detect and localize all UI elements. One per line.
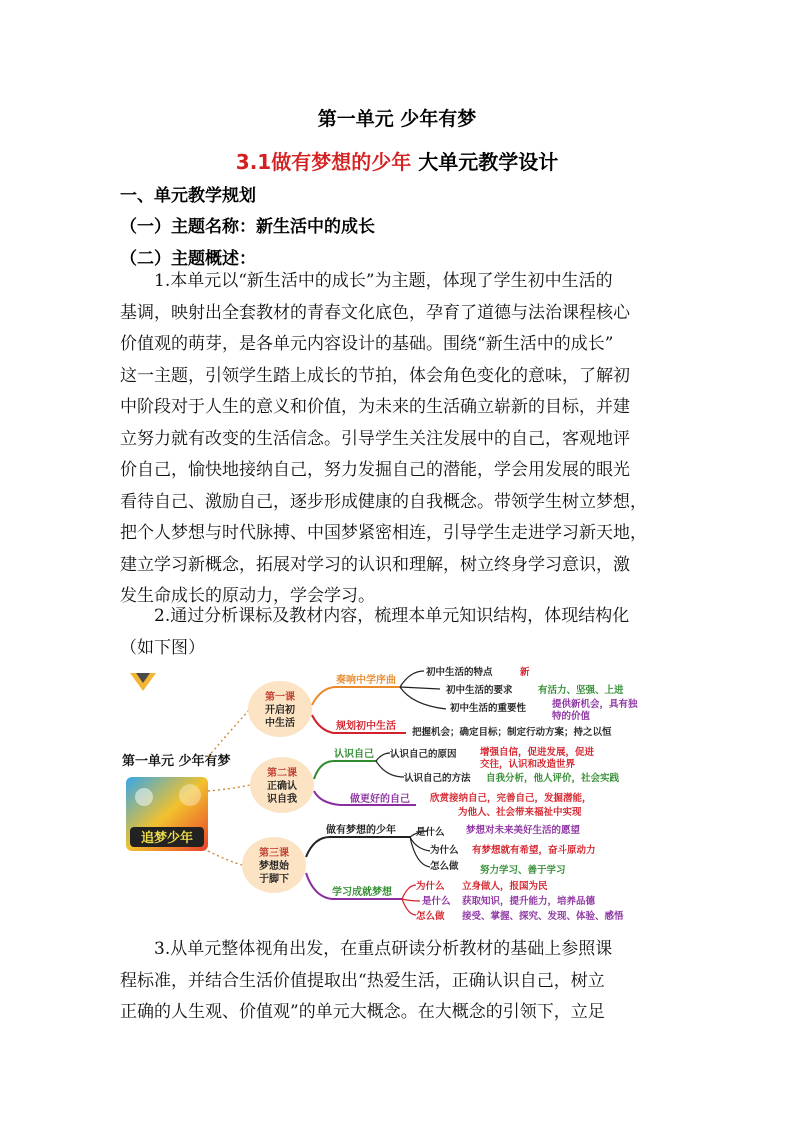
lesson-title-black: 大单元教学设计 xyxy=(418,150,559,174)
paragraph-line: 中阶段对于人生的意义和价值，为未来的生活确立崭新的目标，并建 xyxy=(120,397,630,417)
section-heading-2: （一）主题名称：新生活中的成长 xyxy=(120,217,375,237)
svg-text:梦想始: 梦想始 xyxy=(259,861,289,872)
svg-text:初中生活的要求: 初中生活的要求 xyxy=(446,685,513,696)
svg-text:怎么做: 怎么做 xyxy=(416,911,445,922)
paragraph-line: 2.通过分析课标及教材内容，梳理本单元知识结构，体现结构化 xyxy=(154,606,630,626)
svg-text:自我分析，他人评价，社会实践: 自我分析，他人评价，社会实践 xyxy=(486,773,620,784)
svg-text:为什么: 为什么 xyxy=(416,881,445,892)
svg-text:欣赏接纳自己，完善自己，发掘潜能，: 欣赏接纳自己，完善自己，发掘潜能， xyxy=(430,793,592,804)
lesson2-branch-a: 认识自己 xyxy=(334,749,374,760)
svg-text:认识自己的方法: 认识自己的方法 xyxy=(404,773,471,784)
mindmap-svg xyxy=(120,661,672,927)
lesson3-branch-b: 学习成就梦想 xyxy=(332,887,392,898)
svg-text:为他人、社会带来福祉中实现: 为他人、社会带来福祉中实现 xyxy=(458,807,582,818)
lesson-title xyxy=(0,146,794,175)
knowledge-structure-mindmap xyxy=(120,661,672,927)
svg-text:正确认: 正确认 xyxy=(267,781,297,792)
paragraph-3 xyxy=(120,934,678,1029)
svg-text:第一课: 第一课 xyxy=(265,692,295,703)
svg-text:第二课: 第二课 xyxy=(267,768,297,779)
svg-text:第三课: 第三课 xyxy=(259,848,289,859)
svg-text:有活力、坚强、上进: 有活力、坚强、上进 xyxy=(538,685,624,696)
paragraph-line: 正确的人生观、价值观”的单元大概念。在大概念的引领下，立足 xyxy=(120,1002,605,1022)
svg-text:初中生活的特点: 初中生活的特点 xyxy=(426,667,493,678)
logo-text: 追梦少年 xyxy=(140,831,194,846)
paragraph-line: 3.从单元整体视角出发，在重点研读分析教材的基础上参照课 xyxy=(154,939,613,959)
lesson1-node xyxy=(248,681,312,737)
paragraph-line: 建立学习新概念，拓展对学习的认识和理解，树立终身学习意识，激 xyxy=(120,554,630,575)
lesson1-branch-b: 规划初中生活 xyxy=(336,721,396,732)
svg-text:识自我: 识自我 xyxy=(267,794,297,805)
svg-text:认识自己的原因: 认识自己的原因 xyxy=(390,749,457,760)
svg-text:接受、掌握、探究、发现、体验、感悟: 接受、掌握、探究、发现、体验、感悟 xyxy=(462,911,624,922)
svg-text:获取知识，提升能力，培养品德: 获取知识，提升能力，培养品德 xyxy=(462,896,596,907)
paragraph-2 xyxy=(120,601,678,664)
svg-text:特的价值: 特的价值 xyxy=(552,711,591,722)
paragraph-line: 把个人梦想与时代脉搏、中国梦紧密相连，引导学生走进学习新天地， xyxy=(120,523,647,543)
svg-text:提供新机会，具有独: 提供新机会，具有独 xyxy=(552,699,638,710)
paragraph-line: 程标准，并结合生活价值提取出“热爱生活，正确认识自己，树立 xyxy=(120,970,605,991)
paragraph-line: 立努力就有改变的生活信念。引导学生关注发展中的自己，客观地评 xyxy=(120,428,630,449)
paragraph-line: 这一主题，引领学生踏上成长的节拍，体会角色变化的意味，了解初 xyxy=(120,365,630,386)
lesson3-node xyxy=(242,837,306,893)
svg-text:开启初: 开启初 xyxy=(265,705,295,716)
unit-title: 第一单元 少年有梦 xyxy=(317,108,477,130)
svg-text:为什么: 为什么 xyxy=(430,845,459,856)
paragraph-line: 看待自己、激励自己，逐步形成健康的自我概念。带领学生树立梦想， xyxy=(120,491,647,512)
paragraph-line: 发生命成长的原动力，学会学习。 xyxy=(120,586,375,606)
svg-text:中生活: 中生活 xyxy=(265,718,295,729)
svg-text:新: 新 xyxy=(520,667,530,678)
svg-text:是什么: 是什么 xyxy=(416,827,445,838)
svg-text:努力学习、善于学习: 努力学习、善于学习 xyxy=(480,865,566,876)
lesson2-node xyxy=(250,757,314,813)
paragraph-line: 1.本单元以“新生活中的成长”为主题，体现了学生初中生活的 xyxy=(154,271,613,291)
svg-text:怎么做: 怎么做 xyxy=(430,861,459,872)
section-heading-3: （二）主题概述： xyxy=(120,249,256,269)
paragraph-1 xyxy=(120,266,678,613)
lesson3-branch-a: 做有梦想的少年 xyxy=(326,825,396,836)
svg-text:把握机会；确定目标；制定行动方案；持之以恒: 把握机会；确定目标；制定行动方案；持之以恒 xyxy=(412,727,612,738)
mindmap-root: 第一单元 少年有梦 xyxy=(122,754,231,769)
logo-image xyxy=(126,777,208,851)
paragraph-line: 价自己，愉快地接纳自己，努力发掘自己的潜能，学会用发展的眼光 xyxy=(120,460,630,480)
svg-text:初中生活的重要性: 初中生活的重要性 xyxy=(450,703,527,714)
lesson2-branch-b: 做更好的自己 xyxy=(350,794,410,805)
paragraph-line: 基调，映射出全套教材的青春文化底色，孕育了道德与法治课程核心 xyxy=(120,302,630,323)
svg-text:有梦想就有希望，奋斗原动力: 有梦想就有希望，奋斗原动力 xyxy=(472,845,596,856)
svg-text:立身做人，报国为民: 立身做人，报国为民 xyxy=(462,881,548,892)
paragraph-line: 价值观的萌芽，是各单元内容设计的基础。围绕“新生活中的成长” xyxy=(120,334,614,354)
lesson-title-red: 3.1做有梦想的少年 xyxy=(235,150,412,174)
svg-text:于脚下: 于脚下 xyxy=(259,874,289,885)
svg-text:交往，认识和改造世界: 交往，认识和改造世界 xyxy=(480,759,576,770)
section-heading-1: 一、单元教学规划 xyxy=(120,186,256,206)
svg-text:是什么: 是什么 xyxy=(422,896,451,907)
paragraph-line: （如下图） xyxy=(120,637,205,658)
svg-text:增强自信，促进发展，促进: 增强自信，促进发展，促进 xyxy=(480,747,595,758)
lesson1-branch-a: 奏响中学序曲 xyxy=(336,675,396,686)
svg-text:梦想对未来美好生活的愿望: 梦想对未来美好生活的愿望 xyxy=(466,825,581,836)
